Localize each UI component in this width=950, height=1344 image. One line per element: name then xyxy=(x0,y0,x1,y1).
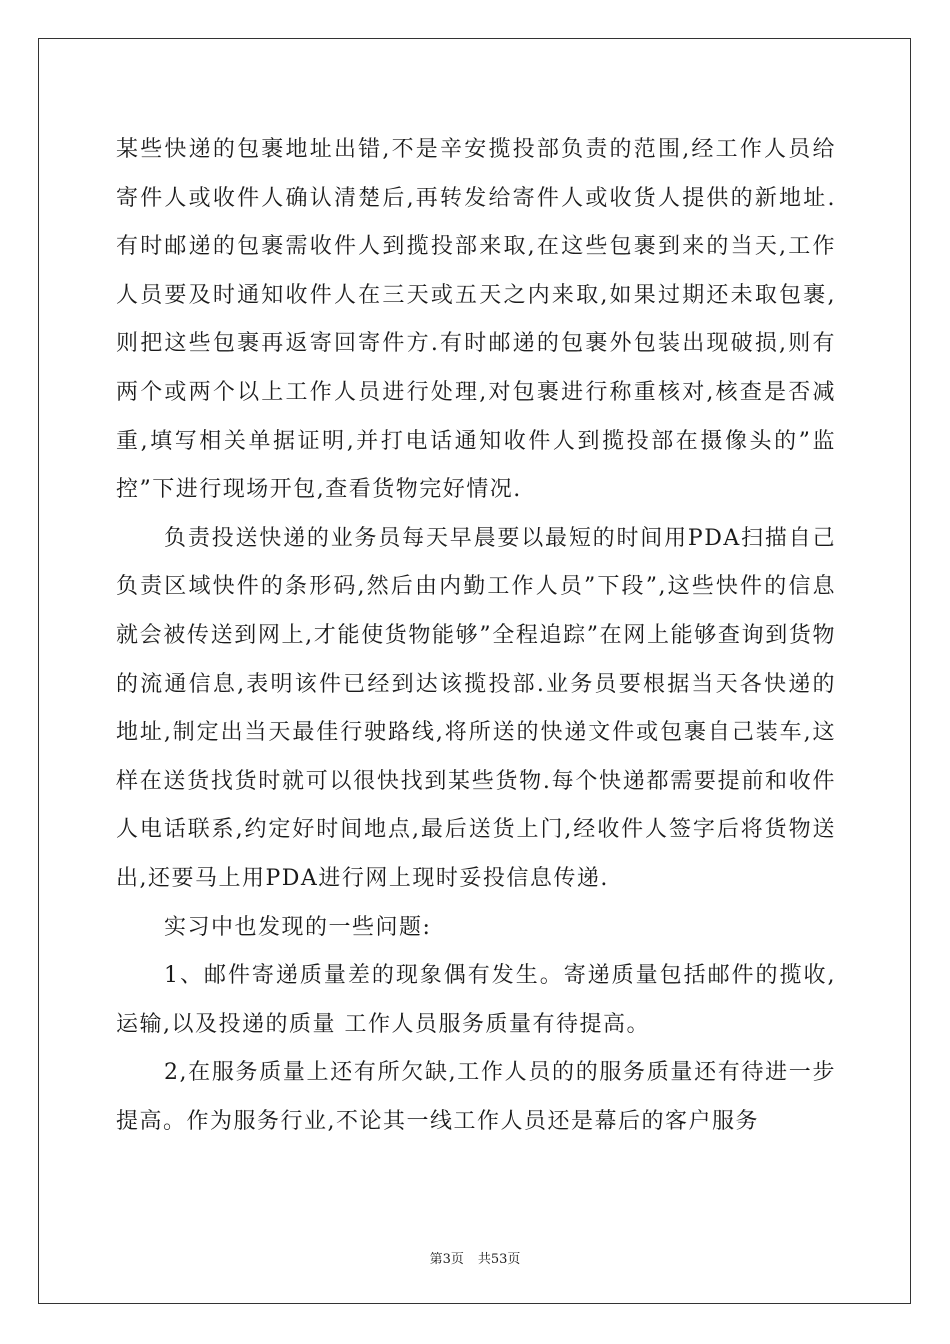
paragraph-4: 1、邮件寄递质量差的现象偶有发生。寄递质量包括邮件的揽收,运输,以及投递的质量 工作人员服务质量有待提高。 xyxy=(116,963,836,1037)
paragraph-2: 负责投送快递的业务员每天早晨要以最短的时间用PDA扫描自己负责区域快件的条形码,然后由内勤工作人员”下段”,这些快件的信息就会被传送到网上,才能使货物能够”全程追踪”在网上能够查询到货物的流通信息,表明该件已经到达该揽投部.业务员要根据当天各快递的地址,制定出当天最佳行驶路线,将所送的快递文件或包裹自己装车,这样在送货找货时就可以很快找到某些货物.每个快递都需要提前和收件人电话联系,约定好时间地点,最后送货上门,经收件人签字后将货物送出,还要马上用PDA进行网上现时妥投信息传递. xyxy=(116,525,836,891)
document-body xyxy=(116,126,836,1146)
page-number: 第3页 xyxy=(429,1252,464,1267)
paragraph-5: 2,在服务质量上还有所欠缺,工作人员的的服务质量还有待进一步提高。作为服务行业,不论其一线工作人员还是幕后的客户服务 xyxy=(116,1060,836,1134)
paragraph-1: 某些快递的包裹地址出错,不是辛安揽投部负责的范围,经工作人员给寄件人或收件人确认清楚后,再转发给寄件人或收货人提供的新地址.有时邮递的包裹需收件人到揽投部来取,在这些包裹到来的当天,工作人员要及时通知收件人在三天或五天之内来取,如果过期还未取包裹,则把这些包裹再返寄回寄件方.有时邮递的包裹外包装出现破损,则有两个或两个以上工作人员进行处理,对包裹进行称重核对,核查是否减重,填写相关单据证明,并打电话通知收件人到揽投部在摄像头的”监控”下进行现场开包,查看货物完好情况. xyxy=(116,137,836,503)
page-footer xyxy=(0,1248,950,1267)
paragraph-3: 实习中也发现的一些问题: xyxy=(164,914,432,940)
total-pages: 共53页 xyxy=(477,1252,521,1267)
